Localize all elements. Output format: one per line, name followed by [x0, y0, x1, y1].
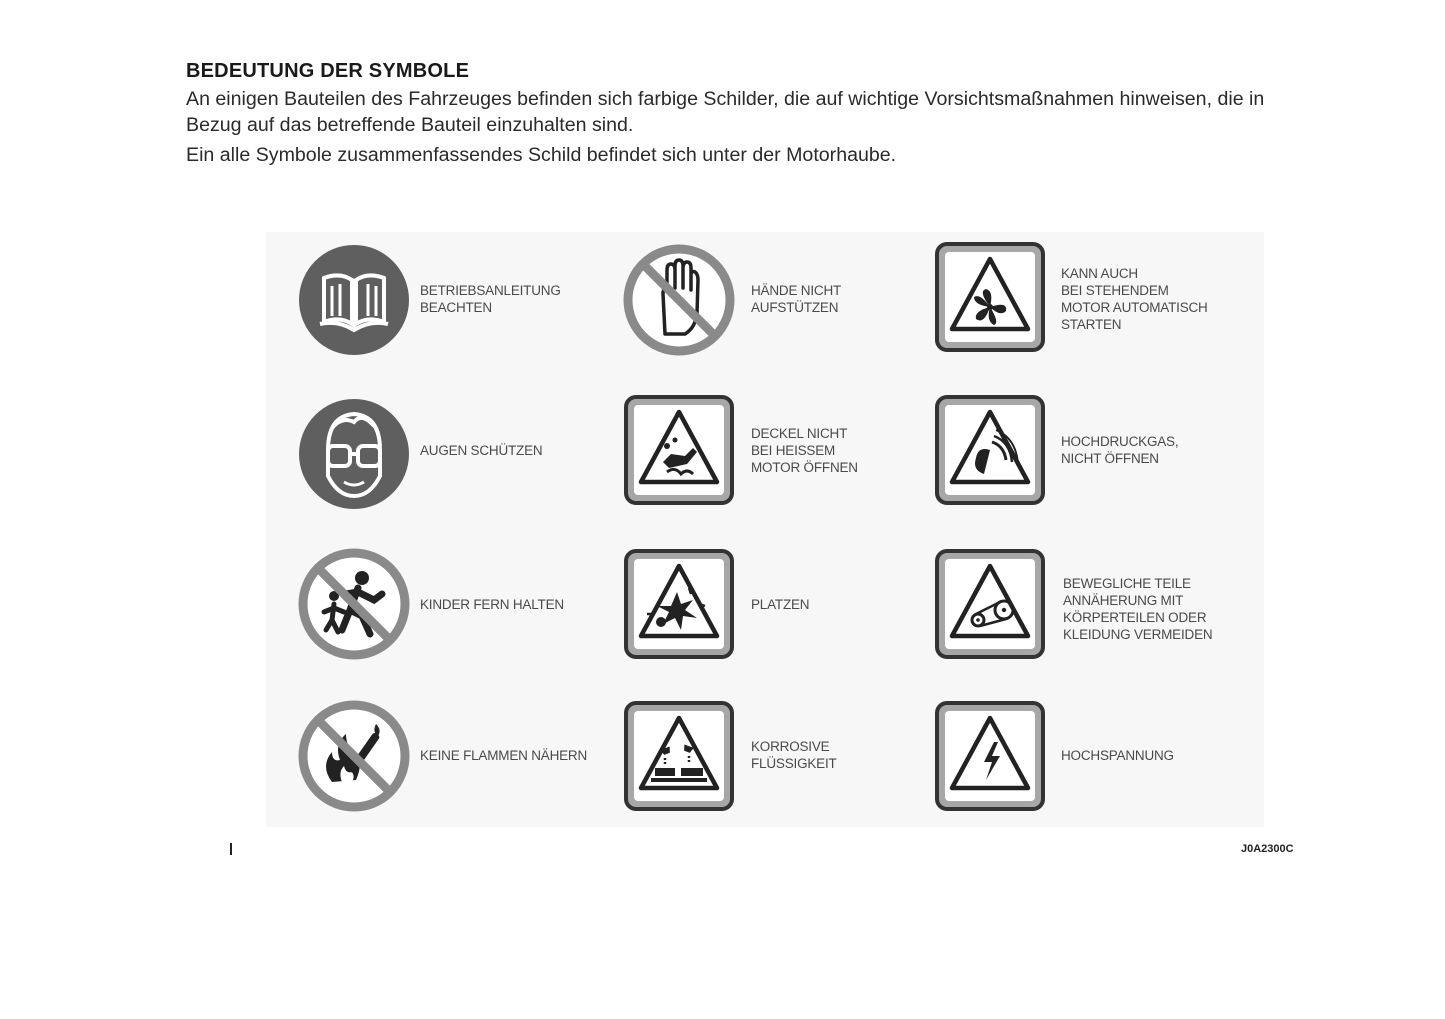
hot-cap-warning-icon [623, 394, 735, 506]
page-marker [230, 843, 232, 855]
high-pressure-gas-icon [934, 394, 1046, 506]
explosion-warning-icon [623, 548, 735, 660]
symbol-label-fan: KANN AUCH BEI STEHENDEM MOTOR AUTOMATISCH STARTEN [1061, 266, 1208, 332]
symbol-label-hot-cap: DECKEL NICHT BEI HEISSEM MOTOR ÖFFNEN [751, 426, 858, 475]
symbol-label-flames: KEINE FLAMMEN NÄHERN [420, 748, 588, 763]
location-paragraph: Ein alle Symbole zusammenfassendes Schild befindet sich unter der Motorhaube. [186, 144, 897, 166]
moving-parts-warning-icon [934, 548, 1046, 660]
symbols-figure [266, 232, 1264, 827]
no-hands-icon [623, 244, 735, 356]
symbol-label-eyes: AUGEN SCHÜTZEN [420, 443, 543, 458]
fan-warning-icon [934, 241, 1046, 353]
symbol-label-moving-parts: BEWEGLICHE TEILE ANNÄHERUNG MIT KÖRPERTEILEN ODER KLEIDUNG VERMEIDEN [1063, 576, 1213, 642]
page-heading: BEDEUTUNG DER SYMBOLE [186, 60, 470, 82]
symbol-label-gas: HOCHDRUCKGAS, NICHT ÖFFNEN [1061, 434, 1179, 466]
symbol-label-corrosive: KORROSIVE FLÜSSIGKEIT [751, 739, 837, 771]
corrosive-warning-icon [623, 700, 735, 812]
figure-code: J0A2300C [1241, 843, 1294, 855]
symbol-label-burst: PLATZEN [751, 597, 810, 612]
symbol-label-children: KINDER FERN HALTEN [420, 597, 564, 612]
high-voltage-icon [934, 700, 1046, 812]
intro-paragraph: An einigen Bauteilen des Fahrzeuges befinden sich farbige Schilder, die auf wichtige Vorsichtsmaßnahmen hinweisen, die in Bezug auf das betreffende Bauteil einzuhalten sind. [186, 88, 1265, 136]
keep-children-away-icon [298, 548, 410, 660]
symbol-label-voltage: HOCHSPANNUNG [1061, 748, 1174, 763]
symbol-label-hands: HÄNDE NICHT AUFSTÜTZEN [751, 283, 842, 315]
eye-protection-icon [298, 398, 410, 510]
symbol-label-manual: BETRIEBSANLEITUNG BEACHTEN [420, 283, 561, 315]
manual-book-icon [298, 244, 410, 356]
no-flames-icon [298, 700, 410, 812]
